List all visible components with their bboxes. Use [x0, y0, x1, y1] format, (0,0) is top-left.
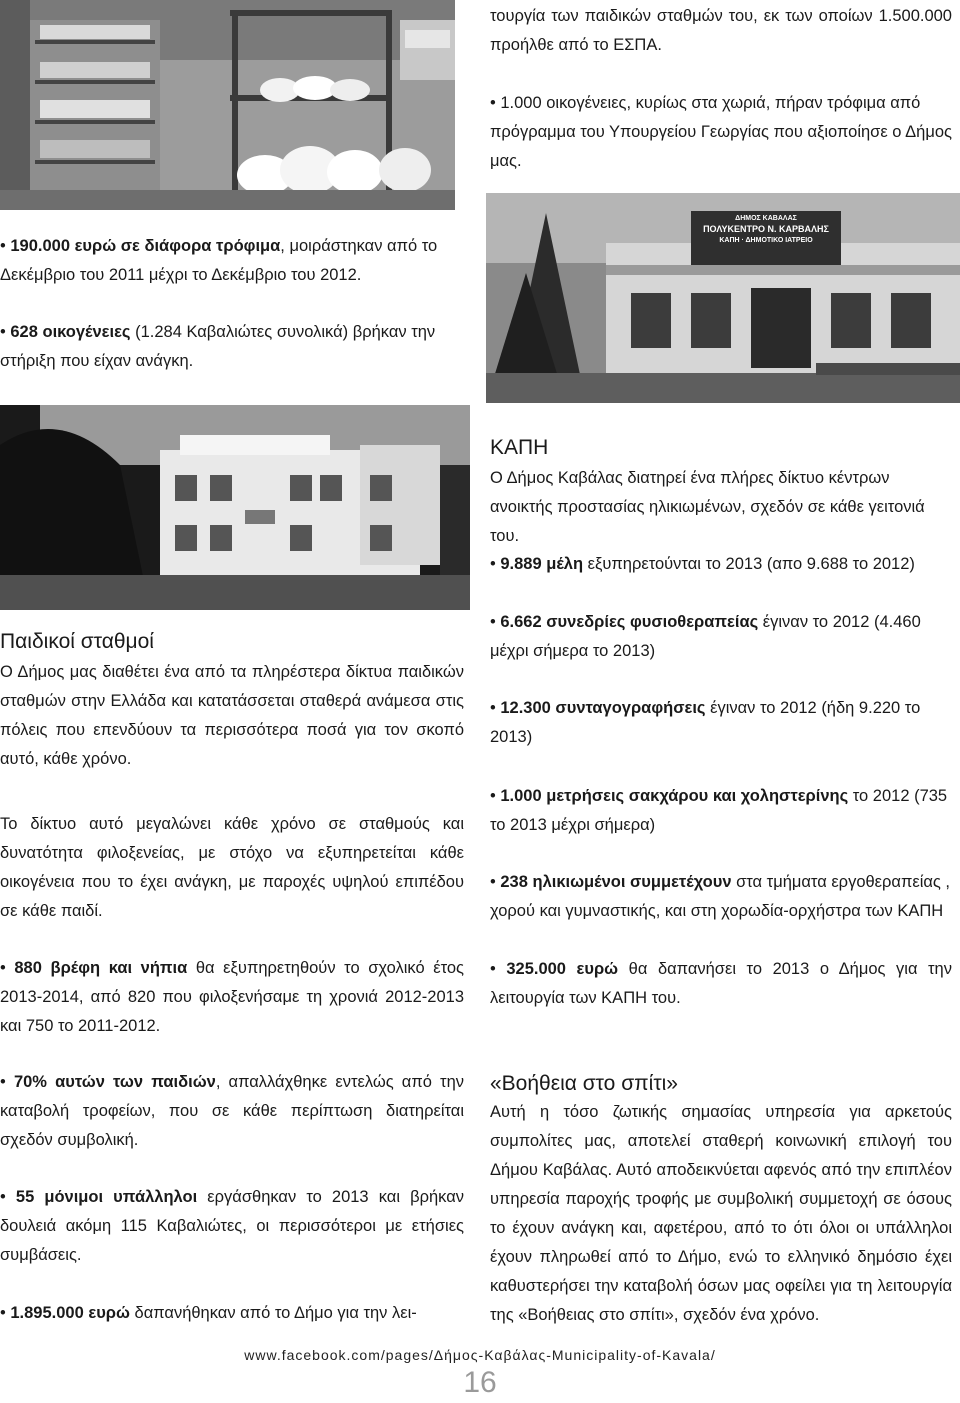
facebook-link[interactable]: www.facebook.com/pages/Δήμος-Καβάλας-Municipality-of-Kavala/ — [244, 1347, 716, 1363]
photo-nursery-building — [0, 405, 470, 610]
bullet-food-value: • 190.000 ευρώ σε διάφορα τρόφιμα, μοιράστηκαν από το Δεκέμβριο του 2011 μέχρι το Δεκέμβριο του 2012. — [0, 232, 470, 290]
nurseries-heading: Παιδικοί σταθμοί — [0, 630, 154, 653]
nurseries-paragraph-2: Το δίκτυο αυτό μεγαλώνει κάθε χρόνο σε σταθμούς και δυνατότητα φιλοξενείας, με στόχο να εξυπηρετείται κάθε οικογένεια που το έχει ανάγκη, με παροχές υψηλού επιπέδου σε κάθε παιδί. — [0, 815, 464, 920]
kapi-bullet-physio: • 6.662 συνεδρίες φυσιοθεραπείας έγιναν το 2012 (4.460 μέχρι σήμερα το 2013) — [490, 608, 952, 666]
nurseries-paragraph-1: Ο Δήμος μας διαθέτει ένα από τα πληρέστερα δίκτυα παιδικών σταθμών στην Ελλάδα και κατατάσσεται σταθερά ανάμεσα στις πόλεις που επενδύουν τα περισσότερα ποσά για τον σκοπό αυτό, κάθε χρόνο. — [0, 663, 464, 768]
clinic-sign-services: ΚΑΠΗ · ΔΗΜΟΤΙΚΟ ΙΑΤΡΕΙΟ — [719, 237, 813, 244]
home-help-heading: «Βοήθεια στο σπίτι» — [490, 1072, 678, 1095]
photo-kapi-building — [486, 193, 960, 403]
kapi-bullet-measurements: • 1.000 μετρήσεις σακχάρου και χοληστερίνης το 2012 (735 το 2013 μέχρι σήμερα) — [490, 782, 952, 840]
continuation-text: τουργία των παιδικών σταθμών του, εκ των οποίων 1.500.000 προήλθε από το ΕΣΠΑ. — [490, 7, 952, 54]
nurseries-bullet-children: • 880 βρέφη και νήπια θα εξυπηρετηθούν το σχολικό έτος 2013-2014, από 820 που φιλοξενήσαμε τη χρονιά 2012-2013 και 750 το 2011-2012. — [0, 954, 464, 1041]
clinic-sign-municipality: ΔΗΜΟΣ ΚΑΒΑΛΑΣ — [735, 215, 797, 222]
bullet-families-support: • 628 οικογένειες (1.284 Καβαλιώτες συνολικά) βρήκαν την στήριξη που είχαν ανάγκη. — [0, 318, 470, 376]
bullet-families-food: • 1.000 οικογένειες, κυρίως στα χωριά, πήραν τρόφιμα από πρόγραμμα του Υπουργείου Γεωργίας που αξιοποίησε ο Δήμος μας. — [490, 89, 952, 176]
kapi-bullet-prescriptions: • 12.300 συνταγογραφήσεις έγιναν το 2012 (ήδη 9.220 το 2013) — [490, 694, 952, 752]
page-number: 16 — [463, 1366, 497, 1399]
nurseries-bullet-fees: • 70% αυτών των παιδιών, απαλλάχθηκε εντελώς από την καταβολή τροφείων, που σε κάθε περίπτωση διατηρείται σχεδόν συμβολική. — [0, 1068, 464, 1155]
kapi-bullet-participants: • 238 ηλικιωμένοι συμμετέχουν στα τμήματα εργοθεραπείας , χορού και γυμναστικής, και στη χορωδία-ορχήστρα των ΚΑΠΗ — [490, 868, 952, 926]
photo-food-warehouse — [0, 0, 455, 210]
kapi-bullet-budget: • 325.000 ευρώ θα δαπανήσει το 2013 ο Δήμος για την λειτουργία των ΚΑΠΗ του. — [490, 955, 952, 1013]
kapi-bullet-members: • 9.889 μέλη εξυπηρετούνται το 2013 (απο 9.688 το 2012) — [490, 550, 952, 579]
home-help-text: Αυτή η τόσο ζωτικής σημασίας υπηρεσία για αρκετούς συμπολίτες μας, αποτελεί σταθερή κοινωνική επιλογή του Δήμου Καβάλας. Αυτό αποδεικνύεται αφενός από την επιπλέον υπηρεσία παροχής τροφής με συμβολική συμμετοχή σε όσους το έχουν ανάγκη και, αφετέρου, από το ότι όλοι οι υπάλληλοι έχουν πληρωθεί από το Δήμο, ενώ το ελληνικό δημόσιο έχει καθυστερήσει την καταβολή όσων μας οφείλει για τη λειτουργία της «Βοήθειας στο σπίτι», σχεδόν ένα χρόνο. — [490, 1103, 952, 1324]
kapi-intro: Ο Δήμος Καβάλας διατηρεί ένα πλήρες δίκτυο κέντρων ανοικτής προστασίας ηλικιωμένων, σχεδόν σε κάθε γειτονιά του. — [490, 469, 925, 545]
clinic-sign-name: ΠΟΛΥΚΕΝΤΡΟ Ν. ΚΑΡΒΑΛΗΣ — [703, 224, 829, 234]
nurseries-bullet-staff: • 55 μόνιμοι υπάλληλοι εργάσθηκαν το 2013 και βρήκαν δουλειά ακόμη 115 Καβαλιώτες, οι περισσότεροι με ετήσιες συμβάσεις. — [0, 1183, 464, 1270]
warehouse-illustration — [0, 0, 455, 210]
nursery-illustration — [0, 405, 470, 610]
nurseries-bullet-spending: • 1.895.000 ευρώ δαπανήθηκαν από το Δήμο για την λει- — [0, 1299, 464, 1328]
kapi-heading: ΚΑΠΗ — [490, 436, 549, 459]
